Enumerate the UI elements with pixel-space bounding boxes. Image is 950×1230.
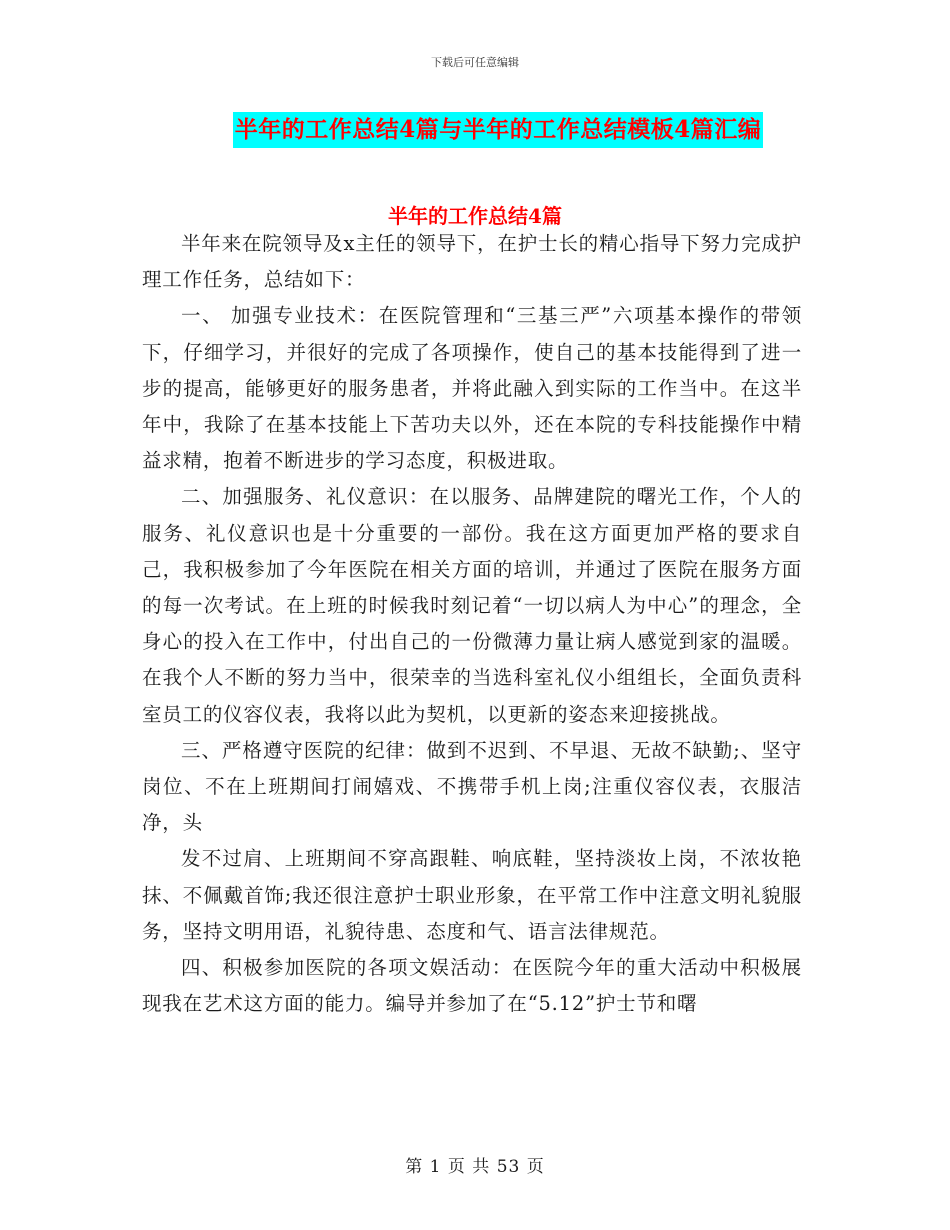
document-title-container: [0, 112, 950, 148]
paragraph-discipline: 三、严格遵守医院的纪律：做到不迟到、不早退、无故不缺勤;、坚守岗位、不在上班期间打闹嬉戏、不携带手机上岗;注重仪容仪表，衣服洁净，头: [142, 738, 802, 835]
document-title: 半年的工作总结4篇与半年的工作总结模板4篇汇编: [233, 112, 764, 148]
paragraph-intro: 半年来在院领导及x主任的领导下，在护士长的精心指导下努力完成护理工作任务，总结如下：: [142, 232, 802, 292]
paragraph-activities: 四、积极参加医院的各项文娱活动：在医院今年的重大活动中积极展现我在艺术这方面的能力。编导并参加了在“5.12”护士节和曙: [142, 956, 802, 1016]
document-body: [142, 226, 802, 1022]
paragraph-discipline-continued: 发不过肩、上班期间不穿高跟鞋、响底鞋，坚持淡妆上岗，不浓妆艳抹、不佩戴首饰;我还很注意护士职业形象，在平常工作中注意文明礼貌服务，坚持文明用语，礼貌待患、态度和气、语言法律规范。: [142, 847, 802, 943]
page-number-footer: 第 1 页 共 53 页: [405, 1157, 545, 1177]
paragraph-service-etiquette: 二、加强服务、礼仪意识：在以服务、品牌建院的曙光工作，个人的服务、礼仪意识也是十分重要的一部份。我在这方面更加严格的要求自己，我积极参加了今年医院在相关方面的培训，并通过了医院在服务方面的每一次考试。在上班的时候我时刻记着“一切以病人为中心”的理念，全身心的投入在工作中，付出自己的一份微薄力量让病人感觉到家的温暖。在我个人不断的努力当中，很荣幸的当选科室礼仪小组组长，全面负责科室员工的仪容仪表，我将以此为契机，以更新的姿态来迎接挑战。: [142, 485, 802, 726]
paragraph-professional-skills: 一、 加强专业技术：在医院管理和“三基三严”六项基本操作的带领下，仔细学习，并很好的完成了各项操作，使自己的基本技能得到了进一步的提高，能够更好的服务患者，并将此融入到实际的工作当中。在这半年中，我除了在基本技能上下苦功夫以外，还在本院的专科技能操作中精益求精，抱着不断进步的学习态度，积极进取。: [142, 304, 802, 473]
page-header-note: 下载后可任意编辑: [431, 56, 519, 69]
document-subtitle: 半年的工作总结4篇: [388, 204, 562, 228]
